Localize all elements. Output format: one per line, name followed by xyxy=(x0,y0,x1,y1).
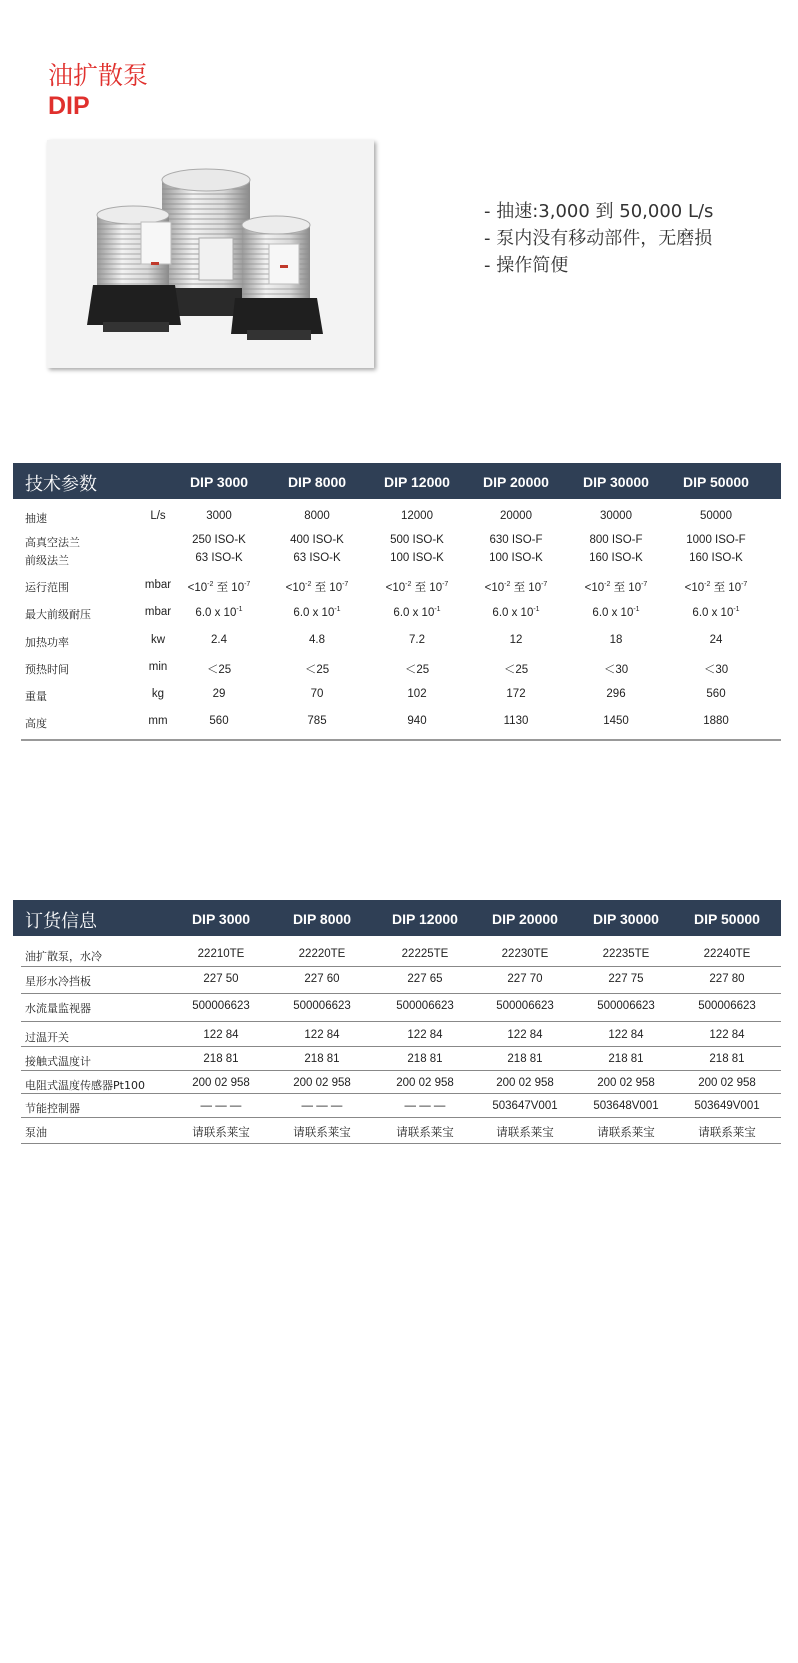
row-unit: min xyxy=(148,661,168,673)
row-unit: mm xyxy=(148,715,168,727)
row-divider xyxy=(21,1046,781,1047)
row-divider xyxy=(21,1117,781,1118)
table-cell: 29 xyxy=(212,688,226,700)
table-cell: 500 ISO-K xyxy=(390,534,444,546)
row-label: 过温开关 xyxy=(25,1031,69,1044)
model-header: DIP 20000 xyxy=(492,911,558,927)
row-label: 最大前级耐压 xyxy=(25,608,91,621)
table-cell: 20000 xyxy=(500,510,532,522)
table-row xyxy=(13,510,781,526)
table-cell: 22240TE xyxy=(703,948,751,960)
row-unit: L/s xyxy=(150,510,166,522)
table-cell: 503649V001 xyxy=(694,1100,760,1112)
table-cell: $<10^{-2}$ 至 $10^{-7}$ xyxy=(584,581,648,594)
table-cell: 102 xyxy=(407,688,427,700)
table-cell: — — — xyxy=(301,1100,343,1112)
table-row xyxy=(13,1100,781,1116)
table-cell: 227 60 xyxy=(304,973,340,985)
table-cell: 122 84 xyxy=(407,1029,443,1041)
table-cell: 12000 xyxy=(401,510,433,522)
table-cell: 200 02 958 xyxy=(698,1077,756,1089)
row-label: 高度 xyxy=(25,717,47,730)
table-cell: 100 ISO-K xyxy=(390,552,444,564)
table-cell: 560 xyxy=(706,688,726,700)
table-cell: 227 75 xyxy=(608,973,644,985)
row-unit: kg xyxy=(151,688,165,700)
row-label: 接触式温度计 xyxy=(25,1055,91,1068)
diffusion-pumps-image xyxy=(47,140,374,368)
table-cell: 218 81 xyxy=(304,1053,340,1065)
table-cell: 请联系莱宝 xyxy=(496,1127,554,1139)
table-row xyxy=(13,1124,781,1140)
row-label: 抽速 xyxy=(25,512,47,525)
model-header: DIP 8000 xyxy=(292,911,352,927)
table-cell: 100 ISO-K xyxy=(489,552,543,564)
table-cell: 200 02 958 xyxy=(597,1077,655,1089)
row-divider xyxy=(21,1070,781,1071)
table-cell: 3000 xyxy=(206,510,232,522)
table-cell: 4.8 xyxy=(309,634,325,646)
table-cell: $<10^{-2}$ 至 $10^{-7}$ xyxy=(187,581,251,594)
table-row xyxy=(13,715,781,731)
table-cell: 122 84 xyxy=(203,1029,239,1041)
table-cell: 500006623 xyxy=(396,1000,454,1012)
row-label: 预热时间 xyxy=(25,663,69,676)
table-cell: 6.0 x $10^{-1}$ xyxy=(592,606,640,619)
table-row xyxy=(13,579,781,595)
order-table-title: 订货信息 xyxy=(25,911,97,932)
feature-item: - 操作简便 xyxy=(484,252,713,279)
row-divider xyxy=(21,1143,781,1144)
table-row xyxy=(13,688,781,704)
table-cell: 6.0 x $10^{-1}$ xyxy=(195,606,243,619)
feature-item: - 泵内没有移动部件，无磨损 xyxy=(484,225,713,252)
order-table xyxy=(13,900,781,1160)
model-header: DIP 30000 xyxy=(593,911,659,927)
table-cell: 500006623 xyxy=(293,1000,351,1012)
table-cell: 227 50 xyxy=(203,973,239,985)
table-cell: 200 02 958 xyxy=(192,1077,250,1089)
table-cell: 122 84 xyxy=(608,1029,644,1041)
row-unit: mbar xyxy=(144,606,172,618)
table-cell: 24 xyxy=(709,634,723,646)
table-cell: ＜25 xyxy=(304,664,330,676)
table-cell: 18 xyxy=(609,634,623,646)
table-cell: ＜25 xyxy=(206,664,232,676)
table-cell: 940 xyxy=(407,715,427,727)
order-table-header xyxy=(13,900,781,936)
table-row xyxy=(13,634,781,650)
table-cell: 22210TE xyxy=(197,948,245,960)
table-cell: 296 xyxy=(606,688,626,700)
model-header: DIP 20000 xyxy=(483,474,549,490)
table-cell: 800 ISO-F xyxy=(589,534,643,546)
table-cell: ＜25 xyxy=(404,664,430,676)
table-row xyxy=(13,973,781,989)
page-title-cn: 油扩散泵 xyxy=(48,61,149,90)
table-cell: 200 02 958 xyxy=(496,1077,554,1089)
spec-table-title: 技术参数 xyxy=(25,474,97,495)
table-cell: 6.0 x $10^{-1}$ xyxy=(492,606,540,619)
table-row xyxy=(13,1029,781,1045)
table-cell: 请联系莱宝 xyxy=(698,1127,756,1139)
table-cell: 22235TE xyxy=(602,948,650,960)
table-row xyxy=(13,948,781,964)
row-label: 运行范围 xyxy=(25,581,69,594)
table-cell: 400 ISO-K xyxy=(290,534,344,546)
row-label: 泵油 xyxy=(25,1126,47,1139)
table-cell: 1450 xyxy=(603,715,629,727)
row-label: 油扩散泵，水冷 xyxy=(25,950,102,963)
table-cell: — — — xyxy=(404,1100,446,1112)
table-row xyxy=(13,1053,781,1069)
page-title-en: DIP xyxy=(48,92,90,120)
row-divider xyxy=(21,1021,781,1022)
table-cell: 200 02 958 xyxy=(293,1077,351,1089)
table-cell: 218 81 xyxy=(507,1053,543,1065)
table-cell: $<10^{-2}$ 至 $10^{-7}$ xyxy=(684,581,748,594)
table-row xyxy=(13,534,781,550)
table-row xyxy=(13,1077,781,1093)
model-header: DIP 30000 xyxy=(583,474,649,490)
table-cell: 218 81 xyxy=(709,1053,745,1065)
table-row xyxy=(13,552,781,568)
feature-item: - 抽速:3,000 到 50,000 L/s xyxy=(484,198,713,225)
table-cell: 6.0 x $10^{-1}$ xyxy=(393,606,441,619)
table-cell: 12 xyxy=(509,634,523,646)
table-cell: 1000 ISO-F xyxy=(686,534,746,546)
row-label: 前级法兰 xyxy=(25,554,69,567)
model-header: DIP 3000 xyxy=(191,911,251,927)
table-cell: 122 84 xyxy=(709,1029,745,1041)
table-bottom-rule xyxy=(21,739,781,741)
row-unit: kw xyxy=(150,634,166,646)
row-label: 水流量监视器 xyxy=(25,1002,91,1015)
table-cell: 请联系莱宝 xyxy=(192,1127,250,1139)
feature-list xyxy=(484,198,713,279)
row-label: 星形水冷挡板 xyxy=(25,975,91,988)
table-cell: 50000 xyxy=(700,510,732,522)
table-cell: 160 ISO-K xyxy=(589,552,643,564)
row-label: 节能控制器 xyxy=(25,1102,80,1115)
table-cell: 6.0 x $10^{-1}$ xyxy=(293,606,341,619)
table-cell: — — — xyxy=(200,1100,242,1112)
table-cell: $<10^{-2}$ 至 $10^{-7}$ xyxy=(385,581,449,594)
table-cell: 160 ISO-K xyxy=(689,552,743,564)
table-cell: 122 84 xyxy=(507,1029,543,1041)
table-cell: 500006623 xyxy=(698,1000,756,1012)
row-divider xyxy=(21,1093,781,1094)
spec-table-header xyxy=(13,463,781,499)
table-cell: 200 02 958 xyxy=(396,1077,454,1089)
table-row xyxy=(13,661,781,677)
table-cell: 1130 xyxy=(503,715,529,727)
table-cell: 218 81 xyxy=(203,1053,239,1065)
table-row xyxy=(13,1000,781,1016)
table-cell: 6.0 x $10^{-1}$ xyxy=(692,606,740,619)
row-label: 高真空法兰 xyxy=(25,536,80,549)
row-label: 重量 xyxy=(25,690,47,703)
table-cell: 70 xyxy=(310,688,324,700)
table-cell: 请联系莱宝 xyxy=(396,1127,454,1139)
table-cell: ＜30 xyxy=(603,664,629,676)
row-unit: mbar xyxy=(144,579,172,591)
table-cell: 122 84 xyxy=(304,1029,340,1041)
table-cell: 560 xyxy=(209,715,229,727)
spec-table xyxy=(13,463,781,743)
table-cell: 8000 xyxy=(304,510,330,522)
table-cell: $<10^{-2}$ 至 $10^{-7}$ xyxy=(484,581,548,594)
table-cell: 503647V001 xyxy=(492,1100,558,1112)
table-cell: 1880 xyxy=(703,715,729,727)
table-cell: 630 ISO-F xyxy=(489,534,543,546)
table-cell: 218 81 xyxy=(407,1053,443,1065)
model-header: DIP 8000 xyxy=(287,474,347,490)
table-cell: 227 80 xyxy=(709,973,745,985)
table-cell: 请联系莱宝 xyxy=(293,1127,351,1139)
table-cell: 172 xyxy=(506,688,526,700)
table-cell: 227 65 xyxy=(407,973,443,985)
table-cell: 785 xyxy=(307,715,327,727)
model-header: DIP 3000 xyxy=(189,474,249,490)
table-cell: 500006623 xyxy=(496,1000,554,1012)
table-cell: 218 81 xyxy=(608,1053,644,1065)
model-header: DIP 12000 xyxy=(392,911,458,927)
table-cell: 7.2 xyxy=(409,634,425,646)
table-cell: 22225TE xyxy=(401,948,449,960)
model-header: DIP 12000 xyxy=(384,474,450,490)
table-cell: 30000 xyxy=(600,510,632,522)
product-photo xyxy=(47,140,374,368)
table-cell: $<10^{-2}$ 至 $10^{-7}$ xyxy=(285,581,349,594)
row-divider xyxy=(21,993,781,994)
table-cell: ＜30 xyxy=(703,664,729,676)
table-row xyxy=(13,606,781,622)
table-cell: ＜25 xyxy=(503,664,529,676)
table-cell: 227 70 xyxy=(507,973,543,985)
model-header: DIP 50000 xyxy=(694,911,760,927)
table-cell: 22220TE xyxy=(298,948,346,960)
table-cell: 503648V001 xyxy=(593,1100,659,1112)
table-cell: 500006623 xyxy=(192,1000,250,1012)
model-header: DIP 50000 xyxy=(683,474,749,490)
table-cell: 请联系莱宝 xyxy=(597,1127,655,1139)
table-cell: 63 ISO-K xyxy=(195,552,243,564)
row-divider xyxy=(21,966,781,967)
row-label: 电阻式温度传感器Pt100 xyxy=(25,1079,145,1092)
table-cell: 22230TE xyxy=(501,948,549,960)
table-cell: 250 ISO-K xyxy=(192,534,246,546)
table-cell: 63 ISO-K xyxy=(293,552,341,564)
table-cell: 2.4 xyxy=(211,634,227,646)
table-cell: 500006623 xyxy=(597,1000,655,1012)
row-label: 加热功率 xyxy=(25,636,69,649)
